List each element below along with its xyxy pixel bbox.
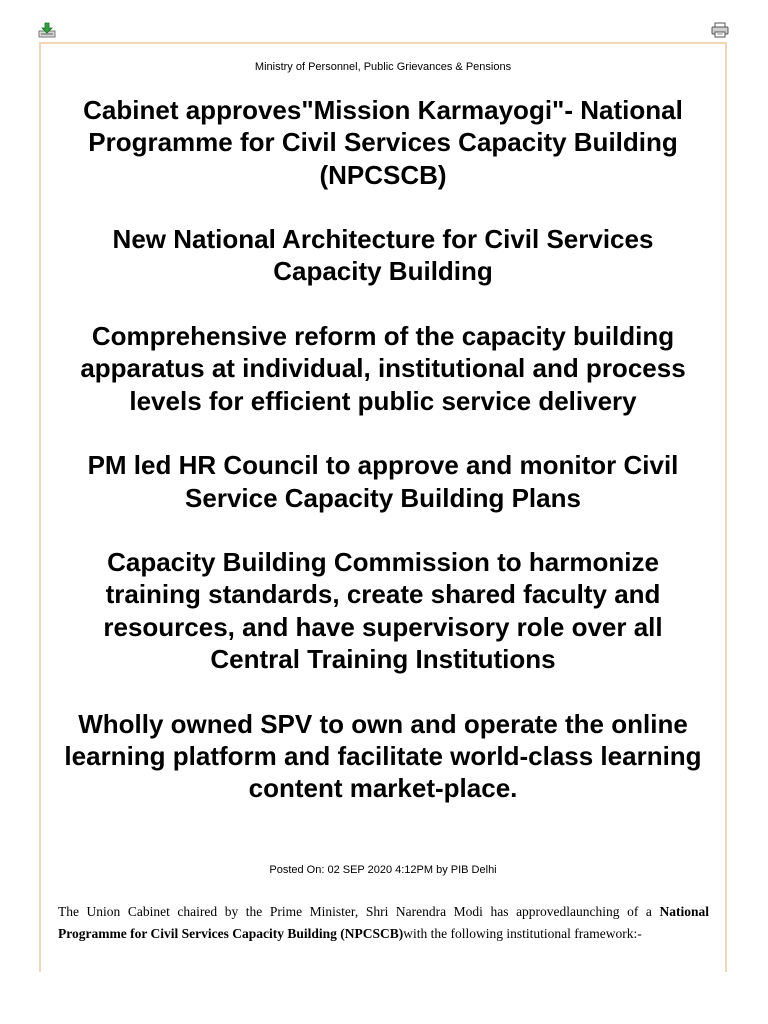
ministry-name: Ministry of Personnel, Public Grievances & Pensions [254, 61, 512, 73]
body-intro: The Union Cabinet chaired by the Prime Minister, Shri Narendra Modi has approvedlaunching of a [58, 904, 660, 919]
download-icon[interactable] [38, 22, 56, 38]
headline-2: New National Architecture for Civil Services Capacity Building [112, 224, 654, 287]
headline-3: Comprehensive reform of the capacity building apparatus at individual, institutional and process levels for efficient public service delivery [80, 321, 686, 416]
headline-main: Cabinet approves"Mission Karmayogi"- National Programme for Civil Services Capacity Building (NPCSCB) [83, 95, 683, 190]
headlines [59, 94, 707, 837]
body-rest: with the following institutional framework:- [403, 925, 642, 941]
body-bold: National Programme for Civil Services Capacity Building (NPCSCB) [58, 904, 709, 941]
headline-5: Capacity Building Commission to harmonize training standards, create shared faculty and resources, and have supervisory role over all Central Training Institutions [103, 547, 663, 675]
posted-on: Posted On: 02 SEP 2020 4:12PM by PIB Delhi [269, 864, 497, 876]
headline-6: Wholly owned SPV to own and operate the online learning platform and facilitate world-class learning content market-place. [64, 708, 702, 804]
body-paragraph [58, 901, 709, 944]
press-release-frame [39, 42, 727, 972]
printer-icon[interactable] [711, 22, 729, 38]
headline-4: PM led HR Council to approve and monitor Civil Service Capacity Building Plans [87, 450, 679, 513]
